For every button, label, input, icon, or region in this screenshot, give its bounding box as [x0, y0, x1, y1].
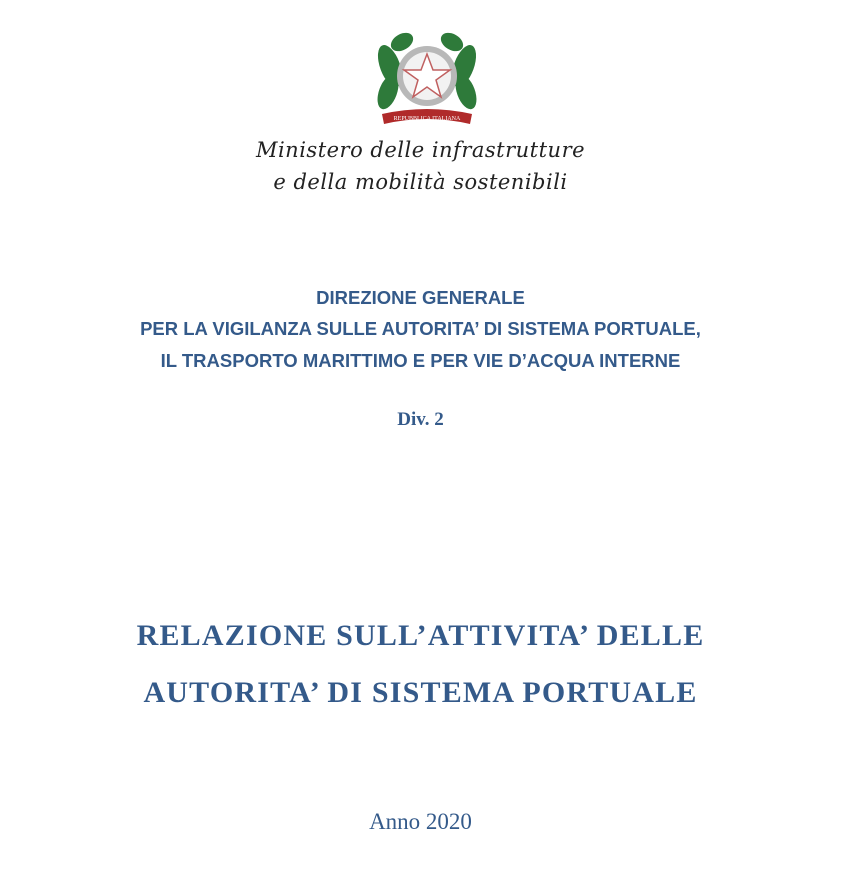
report-title-line2: AUTORITA’ DI SISTEMA PORTUALE [143, 676, 698, 709]
emblem-ribbon-text: REPUBBLICA ITALIANA [393, 116, 461, 122]
ministry-name-line2: e della mobilità sostenibili [273, 170, 568, 194]
header-line3: IL TRASPORTO MARITTIMO E PER VIE D’ACQUA INTERNE [160, 350, 681, 371]
italian-republic-emblem [372, 26, 482, 132]
division-label: Div. 2 [397, 409, 444, 430]
ministry-name-line1: Ministero delle infrastrutture [255, 138, 586, 162]
report-title-line1: RELAZIONE SULL’ATTIVITA’ DELLE [136, 619, 705, 652]
header-line1: DIREZIONE GENERALE [316, 287, 525, 308]
header-line2: PER LA VIGILANZA SULLE AUTORITA’ DI SISTEMA PORTUALE, [140, 318, 701, 339]
report-year: Anno 2020 [369, 809, 472, 834]
